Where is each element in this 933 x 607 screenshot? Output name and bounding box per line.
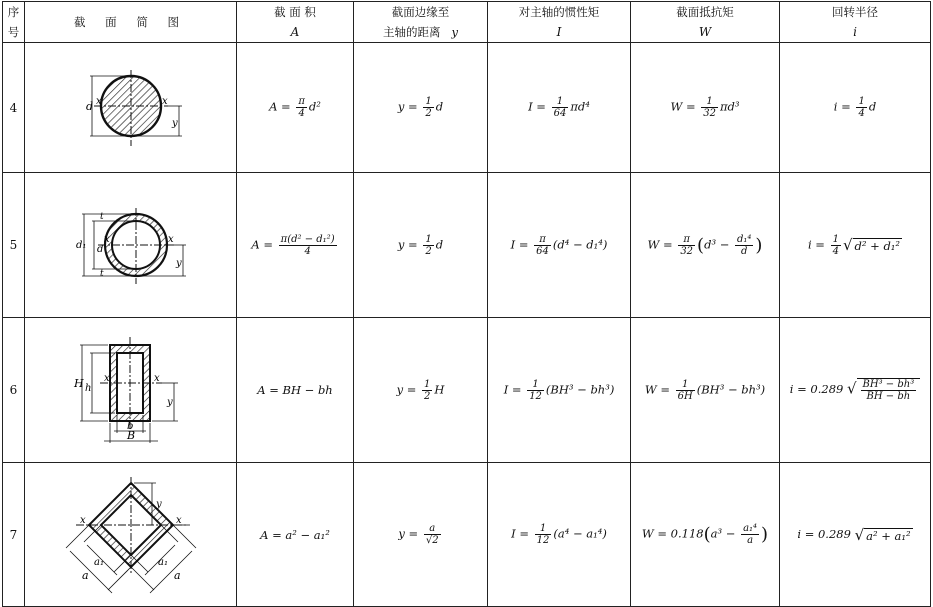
- modulus-formula: W = $\frac{1}{32}$ πd³: [631, 43, 780, 173]
- area-formula: A = $\frac{\pi}{4}$ d²: [237, 43, 354, 173]
- diamond-section-diagram: [25, 463, 237, 607]
- label-y: y: [155, 498, 162, 510]
- distance-formula: y = $\frac{1}{2}$ d: [354, 173, 488, 318]
- label-y: y: [171, 117, 178, 129]
- label-x: x: [161, 95, 168, 107]
- area-formula: A = $\frac{\text{π(d² − d₁²)}}{4}$: [237, 173, 354, 318]
- label-d: d: [96, 244, 103, 255]
- table-row: [3, 463, 931, 607]
- header-area: 截 面 积 A: [237, 2, 354, 43]
- radius-formula: i = $\frac{1}{4}$ √ d² + d₁²: [780, 173, 931, 318]
- label-B: B: [126, 429, 135, 442]
- modulus-formula: W = 0.118(a³ − $\frac{\text{a₁⁴}}{a}$ ): [631, 463, 780, 607]
- inertia-formula: I = $\frac{1}{64}$ πd⁴: [488, 43, 631, 173]
- label-x: x: [153, 373, 160, 384]
- row-number: 5: [3, 173, 25, 318]
- hollow-rectangle-diagram: [25, 318, 237, 463]
- inertia-formula: I = $\frac{1}{12}$ (BH³ − bh³): [488, 318, 631, 463]
- label-h: h: [84, 383, 91, 394]
- inertia-formula: I = $\frac{\pi}{64}$ (d⁴ − d₁⁴): [488, 173, 631, 318]
- section-properties-table: [2, 1, 931, 607]
- label-x: x: [79, 514, 86, 526]
- inertia-formula: I = $\frac{1}{12}$ (a⁴ − a₁⁴): [488, 463, 631, 607]
- diamond-section-icon: [56, 473, 206, 597]
- table-row: [3, 173, 931, 318]
- modulus-formula: W = $\frac{\pi}{32}$ (d³ − $\frac{\text{d₁⁴}}{d}$ ): [631, 173, 780, 318]
- label-a1: a₁: [157, 556, 168, 568]
- header-row: [3, 2, 931, 43]
- label-H: H: [73, 377, 84, 390]
- label-a1: a₁: [93, 556, 104, 568]
- label-t: t: [99, 269, 104, 279]
- label-y: y: [166, 397, 173, 408]
- radius-formula: i = $\frac{1}{4}$ d: [780, 43, 931, 173]
- row-number: 6: [3, 318, 25, 463]
- header-inertia: 对主轴的惯性矩 I: [488, 2, 631, 43]
- solid-circle-icon: [66, 66, 196, 150]
- header-figure: 截 面 简 图: [25, 2, 237, 43]
- radius-formula: i = 0.289 √ $\frac{\text{BH³ − bh³}}{BH - bh}$: [780, 318, 931, 463]
- radius-formula: i = 0.289 √ a² + a₁²: [780, 463, 931, 607]
- table-row: [3, 43, 931, 173]
- header-radius: 回转半径 i: [780, 2, 931, 43]
- label-x: x: [95, 95, 102, 107]
- area-formula: A = BH − bh: [237, 318, 354, 463]
- label-x: x: [167, 234, 174, 245]
- distance-formula: y = $\frac{1}{2}$ H: [354, 318, 488, 463]
- distance-formula: y = $\frac{a}{√2}$: [354, 463, 488, 607]
- label-d: d: [85, 99, 93, 113]
- header-no: 序号: [3, 2, 25, 43]
- row-number: 7: [3, 463, 25, 607]
- label-x: x: [103, 234, 110, 245]
- modulus-formula: W = $\frac{1}{6H}$ (BH³ − bh³): [631, 318, 780, 463]
- hollow-circle-icon: [66, 202, 196, 288]
- label-b: b: [126, 421, 133, 432]
- label-a: a: [81, 568, 89, 582]
- solid-circle-diagram: [25, 43, 237, 173]
- label-x: x: [103, 373, 110, 384]
- label-t: t: [99, 212, 104, 222]
- header-distance: 截面边缘至 主轴的距离 y: [354, 2, 488, 43]
- label-x: x: [175, 514, 182, 526]
- label-y: y: [175, 258, 182, 269]
- distance-formula: y = $\frac{1}{2}$ d: [354, 43, 488, 173]
- table-row: [3, 318, 931, 463]
- row-number: 4: [3, 43, 25, 173]
- label-a: a: [173, 568, 181, 582]
- label-d1: d₁: [75, 240, 86, 251]
- hollow-circle-diagram: [25, 173, 237, 318]
- hollow-rectangle-icon: [66, 331, 196, 449]
- area-formula: A = a² − a₁²: [237, 463, 354, 607]
- header-modulus: 截面抵抗矩 W: [631, 2, 780, 43]
